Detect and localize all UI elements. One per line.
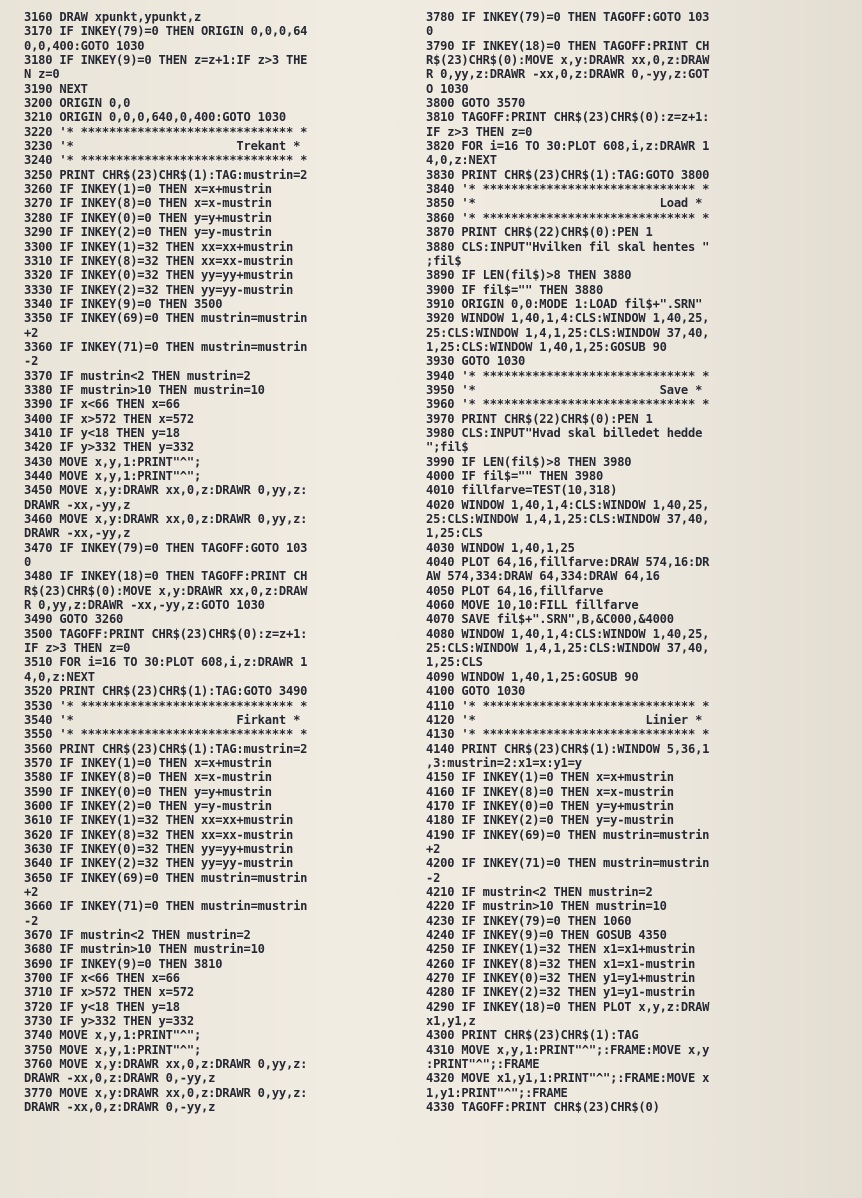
code-line: 3200 ORIGIN 0,0 bbox=[24, 96, 131, 111]
code-line: 3600 IF INKEY(2)=0 THEN y=y-mustrin bbox=[24, 798, 272, 813]
code-line: 4,0,z:NEXT bbox=[426, 153, 497, 168]
code-line: :PRINT"^";:FRAME bbox=[426, 1057, 540, 1072]
code-line: R$(23)CHR$(0):MOVE x,y:DRAWR xx,0,z:DRAW bbox=[426, 53, 710, 68]
code-line: 4170 IF INKEY(0)=0 THEN y=y+mustrin bbox=[426, 798, 674, 813]
code-line: 3740 MOVE x,y,1:PRINT"^"; bbox=[24, 1028, 202, 1043]
code-line: 4310 MOVE x,y,1:PRINT"^";:FRAME:MOVE x,y bbox=[426, 1042, 710, 1057]
code-line: 0 bbox=[426, 24, 434, 39]
code-line: 4050 PLOT 64,16,fillfarve bbox=[426, 583, 604, 598]
code-line: IF z>3 THEN z=0 bbox=[426, 124, 533, 139]
code-line: 4330 TAGOFF:PRINT CHR$(23)CHR$(0) bbox=[426, 1100, 660, 1115]
code-line: DRAWR -xx,-yy,z bbox=[24, 526, 131, 541]
code-line: 4090 WINDOW 1,40,1,25:GOSUB 90 bbox=[426, 669, 639, 684]
code-line: 3650 IF INKEY(69)=0 THEN mustrin=mustrin bbox=[24, 870, 308, 885]
code-line: 3420 IF y>332 THEN y=332 bbox=[24, 440, 194, 455]
code-line: 3590 IF INKEY(0)=0 THEN y=y+mustrin bbox=[24, 784, 272, 799]
code-line: AW 574,334:DRAW 64,334:DRAW 64,16 bbox=[426, 569, 660, 584]
code-line: 3700 IF x<66 THEN x=66 bbox=[24, 971, 180, 986]
code-line: 1,25:CLS bbox=[426, 655, 483, 670]
code-line: 3840 '* ****************************** * bbox=[426, 182, 710, 197]
code-line: 3670 IF mustrin<2 THEN mustrin=2 bbox=[24, 928, 251, 942]
code-line: 3540 '* Firkant * bbox=[24, 712, 301, 727]
code-line: 3220 '* ****************************** * bbox=[24, 124, 308, 139]
code-line: 4250 IF INKEY(1)=32 THEN x1=x1+mustrin bbox=[426, 942, 696, 957]
code-line: 1,25:CLS:WINDOW 1,40,1,25:GOSUB 90 bbox=[426, 339, 667, 354]
code-line: 25:CLS:WINDOW 1,4,1,25:CLS:WINDOW 37,40, bbox=[426, 641, 710, 656]
code-line: 3990 IF LEN(fil$)>8 THEN 3980 bbox=[426, 454, 632, 469]
listing-column-right bbox=[426, 10, 778, 1114]
code-line: -2 bbox=[24, 354, 39, 369]
code-line: 25:CLS:WINDOW 1,4,1,25:CLS:WINDOW 37,40, bbox=[426, 512, 710, 527]
code-line: 3310 IF INKEY(8)=32 THEN xx=xx-mustrin bbox=[24, 253, 294, 268]
code-line: O 1030 bbox=[426, 81, 469, 96]
code-line: R$(23)CHR$(0):MOVE x,y:DRAWR xx,0,z:DRAW bbox=[24, 583, 308, 598]
code-line: 3440 MOVE x,y,1:PRINT"^"; bbox=[24, 469, 202, 483]
code-line: 4290 IF INKEY(18)=0 THEN PLOT x,y,z:DRAW bbox=[426, 999, 710, 1014]
code-line: 3810 TAGOFF:PRINT CHR$(23)CHR$(0):z=z+1: bbox=[426, 110, 710, 125]
code-line: 3900 IF fil$="" THEN 3880 bbox=[426, 282, 604, 297]
code-line: 4150 IF INKEY(1)=0 THEN x=x+mustrin bbox=[426, 770, 674, 785]
code-line: 4060 MOVE 10,10:FILL fillfarve bbox=[426, 598, 639, 613]
code-line: DRAWR -xx,0,z:DRAWR 0,-yy,z bbox=[24, 1100, 216, 1115]
code-line: 3380 IF mustrin>10 THEN mustrin=10 bbox=[24, 382, 265, 397]
code-line: 3790 IF INKEY(18)=0 THEN TAGOFF:PRINT CH bbox=[426, 38, 710, 53]
code-line: 3160 DRAW xpunkt,ypunkt,z bbox=[24, 10, 202, 24]
code-line: N z=0 bbox=[24, 67, 60, 82]
code-line: 3460 MOVE x,y:DRAWR xx,0,z:DRAWR 0,yy,z: bbox=[24, 512, 308, 527]
code-line: 3430 MOVE x,y,1:PRINT"^"; bbox=[24, 454, 202, 469]
code-line: 4300 PRINT CHR$(23)CHR$(1):TAG bbox=[426, 1028, 639, 1043]
code-line: 3710 IF x>572 THEN x=572 bbox=[24, 985, 194, 1000]
code-line: 3210 ORIGIN 0,0,0,640,0,400:GOTO 1030 bbox=[24, 110, 286, 125]
code-line: 4030 WINDOW 1,40,1,25 bbox=[426, 540, 575, 555]
code-line: 1,y1:PRINT"^";:FRAME bbox=[426, 1085, 568, 1100]
code-line: 3960 '* ****************************** * bbox=[426, 397, 710, 412]
code-line: 4020 WINDOW 1,40,1,4:CLS:WINDOW 1,40,25, bbox=[426, 497, 710, 512]
code-line: 3500 TAGOFF:PRINT CHR$(23)CHR$(0):z=z+1: bbox=[24, 626, 308, 641]
code-line: 3560 PRINT CHR$(23)CHR$(1):TAG:mustrin=2 bbox=[24, 741, 308, 756]
code-line: 4010 fillfarve=TEST(10,318) bbox=[426, 483, 618, 498]
code-line: 3850 '* Load * bbox=[426, 196, 703, 211]
code-line: DRAWR -xx,-yy,z bbox=[24, 497, 131, 512]
code-line: +2 bbox=[24, 884, 39, 899]
code-line: 3400 IF x>572 THEN x=572 bbox=[24, 411, 194, 426]
code-line: 3920 WINDOW 1,40,1,4:CLS:WINDOW 1,40,25, bbox=[426, 311, 710, 326]
code-line: 3260 IF INKEY(1)=0 THEN x=x+mustrin bbox=[24, 182, 272, 197]
code-line: 3490 GOTO 3260 bbox=[24, 612, 124, 627]
code-line: 3970 PRINT CHR$(22)CHR$(0):PEN 1 bbox=[426, 411, 653, 426]
code-line: x1,y1,z bbox=[426, 1014, 476, 1029]
code-line: 4240 IF INKEY(9)=0 THEN GOSUB 4350 bbox=[426, 928, 667, 942]
code-line: 3630 IF INKEY(0)=32 THEN yy=yy+mustrin bbox=[24, 841, 294, 856]
code-line: 3640 IF INKEY(2)=32 THEN yy=yy-mustrin bbox=[24, 856, 294, 871]
code-line: 3870 PRINT CHR$(22)CHR$(0):PEN 1 bbox=[426, 225, 653, 240]
code-line: 3170 IF INKEY(79)=0 THEN ORIGIN 0,0,0,64 bbox=[24, 24, 308, 39]
code-line: +2 bbox=[426, 841, 441, 856]
code-line: 4230 IF INKEY(79)=0 THEN 1060 bbox=[426, 913, 632, 928]
code-line: 4080 WINDOW 1,40,1,4:CLS:WINDOW 1,40,25, bbox=[426, 626, 710, 641]
code-line: 3880 CLS:INPUT"Hvilken fil skal hentes " bbox=[426, 239, 710, 254]
code-line: 3360 IF INKEY(71)=0 THEN mustrin=mustrin bbox=[24, 339, 308, 354]
code-line: 3280 IF INKEY(0)=0 THEN y=y+mustrin bbox=[24, 210, 272, 225]
code-line: 3550 '* ****************************** * bbox=[24, 727, 308, 742]
code-line: 4190 IF INKEY(69)=0 THEN mustrin=mustrin bbox=[426, 827, 710, 842]
code-line: 3270 IF INKEY(8)=0 THEN x=x-mustrin bbox=[24, 196, 272, 211]
code-line: 3580 IF INKEY(8)=0 THEN x=x-mustrin bbox=[24, 770, 272, 785]
code-line: 4140 PRINT CHR$(23)CHR$(1):WINDOW 5,36,1 bbox=[426, 741, 710, 756]
code-line: 3510 FOR i=16 TO 30:PLOT 608,i,z:DRAWR 1 bbox=[24, 655, 308, 670]
code-line: 3860 '* ****************************** * bbox=[426, 210, 710, 225]
code-line: 4320 MOVE x1,y1,1:PRINT"^";:FRAME:MOVE x bbox=[426, 1071, 710, 1086]
code-line: 3730 IF y>332 THEN y=332 bbox=[24, 1014, 194, 1029]
code-line: 3660 IF INKEY(71)=0 THEN mustrin=mustrin bbox=[24, 899, 308, 914]
code-line: 4100 GOTO 1030 bbox=[426, 684, 526, 699]
code-line: IF z>3 THEN z=0 bbox=[24, 641, 131, 656]
code-line: ;fil$ bbox=[426, 253, 462, 268]
code-line: 3250 PRINT CHR$(23)CHR$(1):TAG:mustrin=2 bbox=[24, 167, 308, 182]
code-line: 4220 IF mustrin>10 THEN mustrin=10 bbox=[426, 899, 667, 914]
code-line: 4210 IF mustrin<2 THEN mustrin=2 bbox=[426, 884, 653, 899]
code-line: 3470 IF INKEY(79)=0 THEN TAGOFF:GOTO 103 bbox=[24, 540, 308, 555]
code-line: 3770 MOVE x,y:DRAWR xx,0,z:DRAWR 0,yy,z: bbox=[24, 1085, 308, 1100]
code-line: 3610 IF INKEY(1)=32 THEN xx=xx+mustrin bbox=[24, 813, 294, 828]
code-line: 3930 GOTO 1030 bbox=[426, 354, 526, 369]
code-line: R 0,yy,z:DRAWR -xx,0,z:DRAWR 0,-yy,z:GOT bbox=[426, 67, 710, 82]
code-line: 3830 PRINT CHR$(23)CHR$(1):TAG:GOTO 3800 bbox=[426, 167, 710, 182]
code-line: 3190 NEXT bbox=[24, 81, 88, 96]
code-line: 3780 IF INKEY(79)=0 THEN TAGOFF:GOTO 103 bbox=[426, 10, 710, 24]
code-line: 3340 IF INKEY(9)=0 THEN 3500 bbox=[24, 296, 223, 311]
code-line: 3320 IF INKEY(0)=32 THEN yy=yy+mustrin bbox=[24, 268, 294, 283]
code-line: 3180 IF INKEY(9)=0 THEN z=z+1:IF z>3 THE bbox=[24, 53, 308, 68]
code-line: 3820 FOR i=16 TO 30:PLOT 608,i,z:DRAWR 1 bbox=[426, 139, 710, 154]
code-line: 4130 '* ****************************** * bbox=[426, 727, 710, 742]
code-line: 1,25:CLS bbox=[426, 526, 483, 541]
code-line: 3690 IF INKEY(9)=0 THEN 3810 bbox=[24, 956, 223, 971]
code-line: 3410 IF y<18 THEN y=18 bbox=[24, 425, 180, 440]
code-line: 3230 '* Trekant * bbox=[24, 139, 301, 154]
code-line: 3530 '* ****************************** * bbox=[24, 698, 308, 713]
code-line: 3910 ORIGIN 0,0:MODE 1:LOAD fil$+".SRN" bbox=[426, 296, 703, 311]
code-line: 4260 IF INKEY(8)=32 THEN x1=x1-mustrin bbox=[426, 956, 696, 971]
code-line: 3980 CLS:INPUT"Hvad skal billedet hedde bbox=[426, 425, 703, 440]
code-line: 4200 IF INKEY(71)=0 THEN mustrin=mustrin bbox=[426, 856, 710, 871]
code-line: 4,0,z:NEXT bbox=[24, 669, 95, 684]
code-line: 4180 IF INKEY(2)=0 THEN y=y-mustrin bbox=[426, 813, 674, 828]
code-line: 3290 IF INKEY(2)=0 THEN y=y-mustrin bbox=[24, 225, 272, 240]
code-line: 4280 IF INKEY(2)=32 THEN y1=y1-mustrin bbox=[426, 985, 696, 1000]
code-line: 3450 MOVE x,y:DRAWR xx,0,z:DRAWR 0,yy,z: bbox=[24, 483, 308, 498]
listing-column-left bbox=[24, 10, 376, 1114]
code-line: 3300 IF INKEY(1)=32 THEN xx=xx+mustrin bbox=[24, 239, 294, 254]
code-line: ";fil$ bbox=[426, 440, 469, 455]
code-line: 4270 IF INKEY(0)=32 THEN y1=y1+mustrin bbox=[426, 971, 696, 986]
code-line: 3620 IF INKEY(8)=32 THEN xx=xx-mustrin bbox=[24, 827, 294, 842]
code-line: 3890 IF LEN(fil$)>8 THEN 3880 bbox=[426, 268, 632, 283]
code-line: -2 bbox=[24, 913, 39, 928]
code-line: 3480 IF INKEY(18)=0 THEN TAGOFF:PRINT CH bbox=[24, 569, 308, 584]
code-line: 3330 IF INKEY(2)=32 THEN yy=yy-mustrin bbox=[24, 282, 294, 297]
code-line: 3240 '* ****************************** * bbox=[24, 153, 308, 168]
code-line: ,3:mustrin=2:x1=x:y1=y bbox=[426, 755, 582, 770]
code-line: R 0,yy,z:DRAWR -xx,-yy,z:GOTO 1030 bbox=[24, 598, 265, 613]
code-line: 3570 IF INKEY(1)=0 THEN x=x+mustrin bbox=[24, 755, 272, 770]
code-line: 4160 IF INKEY(8)=0 THEN x=x-mustrin bbox=[426, 784, 674, 799]
code-line: 3390 IF x<66 THEN x=66 bbox=[24, 397, 180, 412]
code-line: 0 bbox=[24, 555, 32, 570]
code-line: +2 bbox=[24, 325, 39, 340]
code-line: 25:CLS:WINDOW 1,4,1,25:CLS:WINDOW 37,40, bbox=[426, 325, 710, 340]
code-line: 3940 '* ****************************** * bbox=[426, 368, 710, 383]
code-line: 4000 IF fil$="" THEN 3980 bbox=[426, 469, 604, 483]
code-line: DRAWR -xx,0,z:DRAWR 0,-yy,z bbox=[24, 1071, 216, 1086]
code-line: 0,0,400:GOTO 1030 bbox=[24, 38, 145, 53]
code-line: 4110 '* ****************************** * bbox=[426, 698, 710, 713]
code-line: 4070 SAVE fil$+".SRN",B,&C000,&4000 bbox=[426, 612, 674, 627]
code-line: 4120 '* Linier * bbox=[426, 712, 703, 727]
code-line: 3950 '* Save * bbox=[426, 382, 703, 397]
code-line: 3350 IF INKEY(69)=0 THEN mustrin=mustrin bbox=[24, 311, 308, 326]
code-line: 3750 MOVE x,y,1:PRINT"^"; bbox=[24, 1042, 202, 1057]
code-line: 3800 GOTO 3570 bbox=[426, 96, 526, 111]
code-line: 3520 PRINT CHR$(23)CHR$(1):TAG:GOTO 3490 bbox=[24, 684, 308, 699]
code-line: 3680 IF mustrin>10 THEN mustrin=10 bbox=[24, 942, 265, 957]
code-line: 4040 PLOT 64,16,fillfarve:DRAW 574,16:DR bbox=[426, 555, 710, 570]
code-line: 3720 IF y<18 THEN y=18 bbox=[24, 999, 180, 1014]
code-line: 3370 IF mustrin<2 THEN mustrin=2 bbox=[24, 368, 251, 383]
code-line: 3760 MOVE x,y:DRAWR xx,0,z:DRAWR 0,yy,z: bbox=[24, 1057, 308, 1072]
code-line: -2 bbox=[426, 870, 441, 885]
